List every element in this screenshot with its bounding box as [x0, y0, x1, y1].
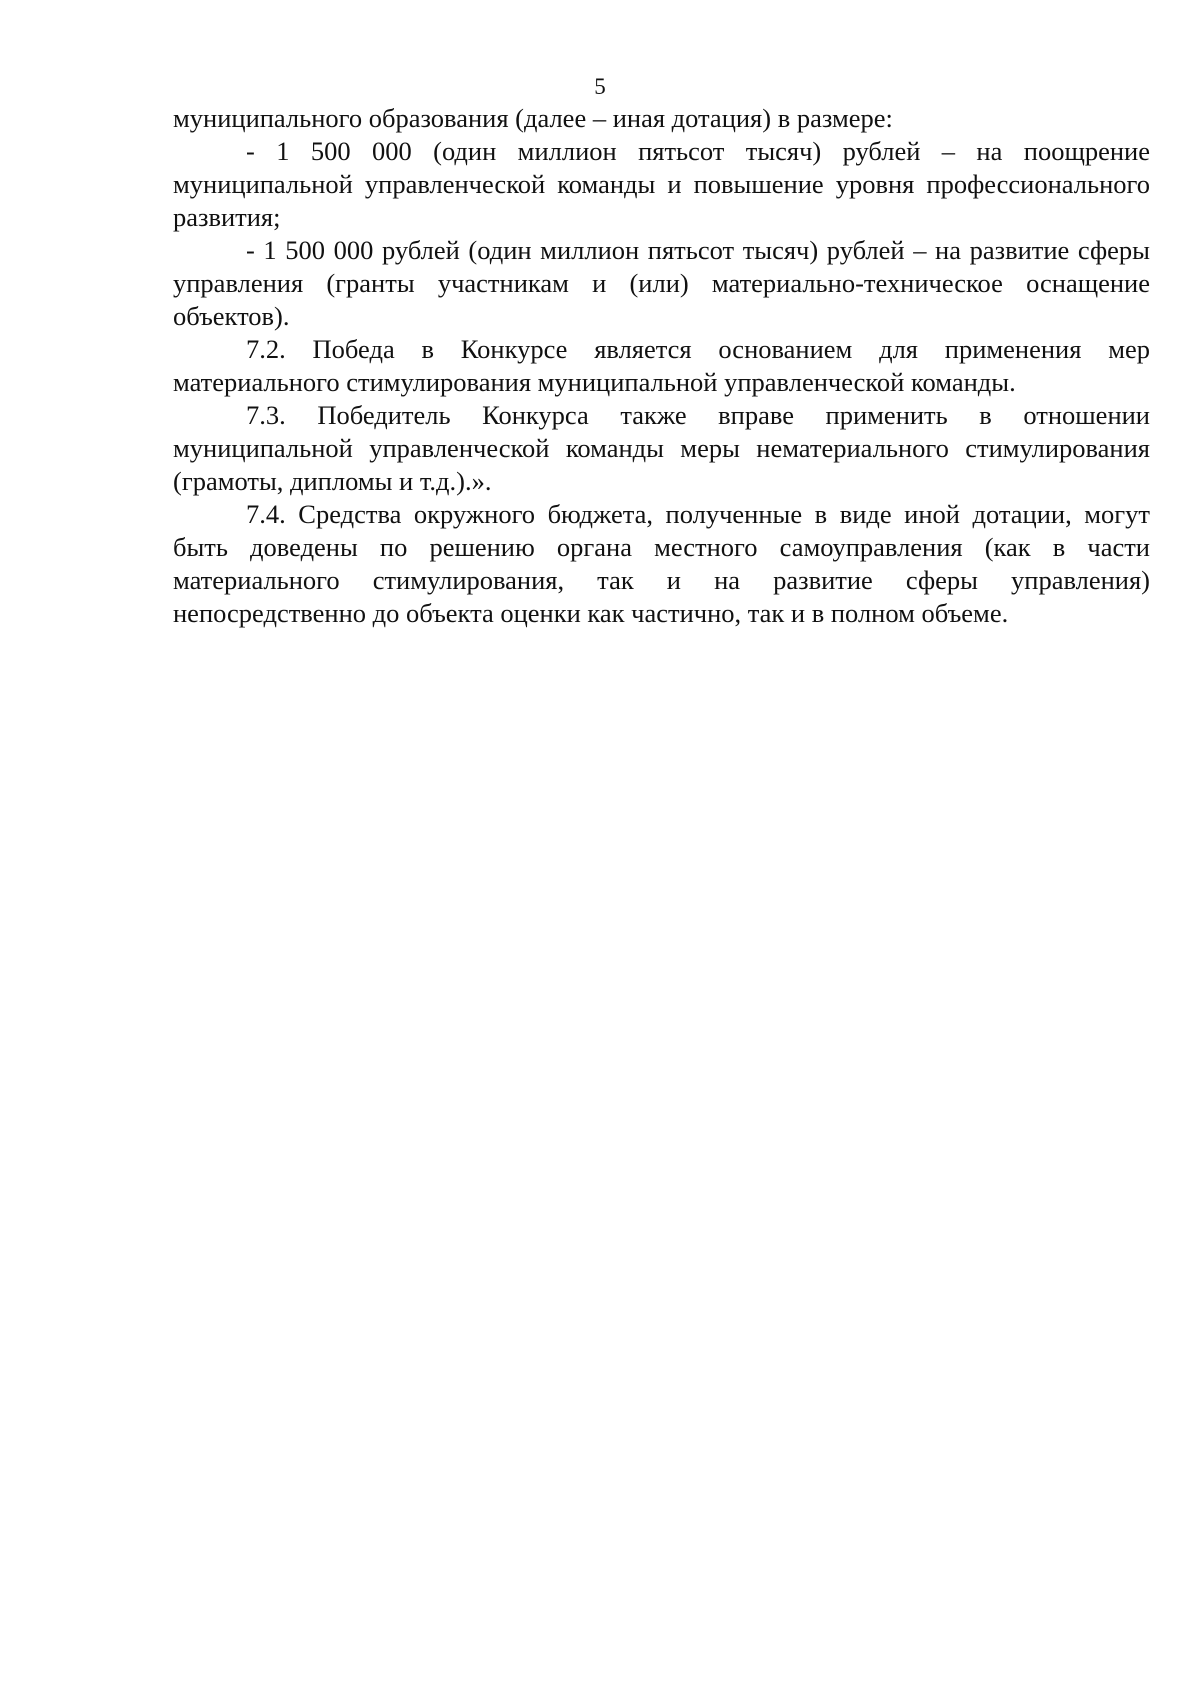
paragraph-7-4: 7.4. Средства окружного бюджета, полученные в виде иной дотации, могут быть доведены по решению органа местного самоуправления (как в части материального стимулирования, так и на развитие сферы управления) непосредственно до объекта оценки как частично, так и в полном объеме. [173, 499, 1150, 628]
paragraph-bullet-encouragement: - 1 500 000 (один миллион пятьсот тысяч) рублей – на поощрение муниципальной управленческой команды и повышение уровня профессионального развития; [173, 136, 1150, 232]
page-number: 5 [594, 74, 606, 99]
paragraph-7-2: 7.2. Победа в Конкурсе является основанием для применения мер материального стимулирования муниципальной управленческой команды. [173, 334, 1150, 397]
paragraph-continuation: муниципального образования (далее – иная дотация) в размере: [173, 103, 893, 133]
document-body [173, 102, 1150, 630]
paragraph-7-3: 7.3. Победитель Конкурса также вправе применить в отношении муниципальной управленческой команды меры нематериального стимулирования (грамоты, дипломы и т.д.).». [173, 400, 1150, 496]
paragraph-bullet-development: - 1 500 000 рублей (один миллион пятьсот тысяч) рублей – на развитие сферы управления (гранты участникам и (или) материально-техническое оснащение объектов). [173, 235, 1150, 331]
